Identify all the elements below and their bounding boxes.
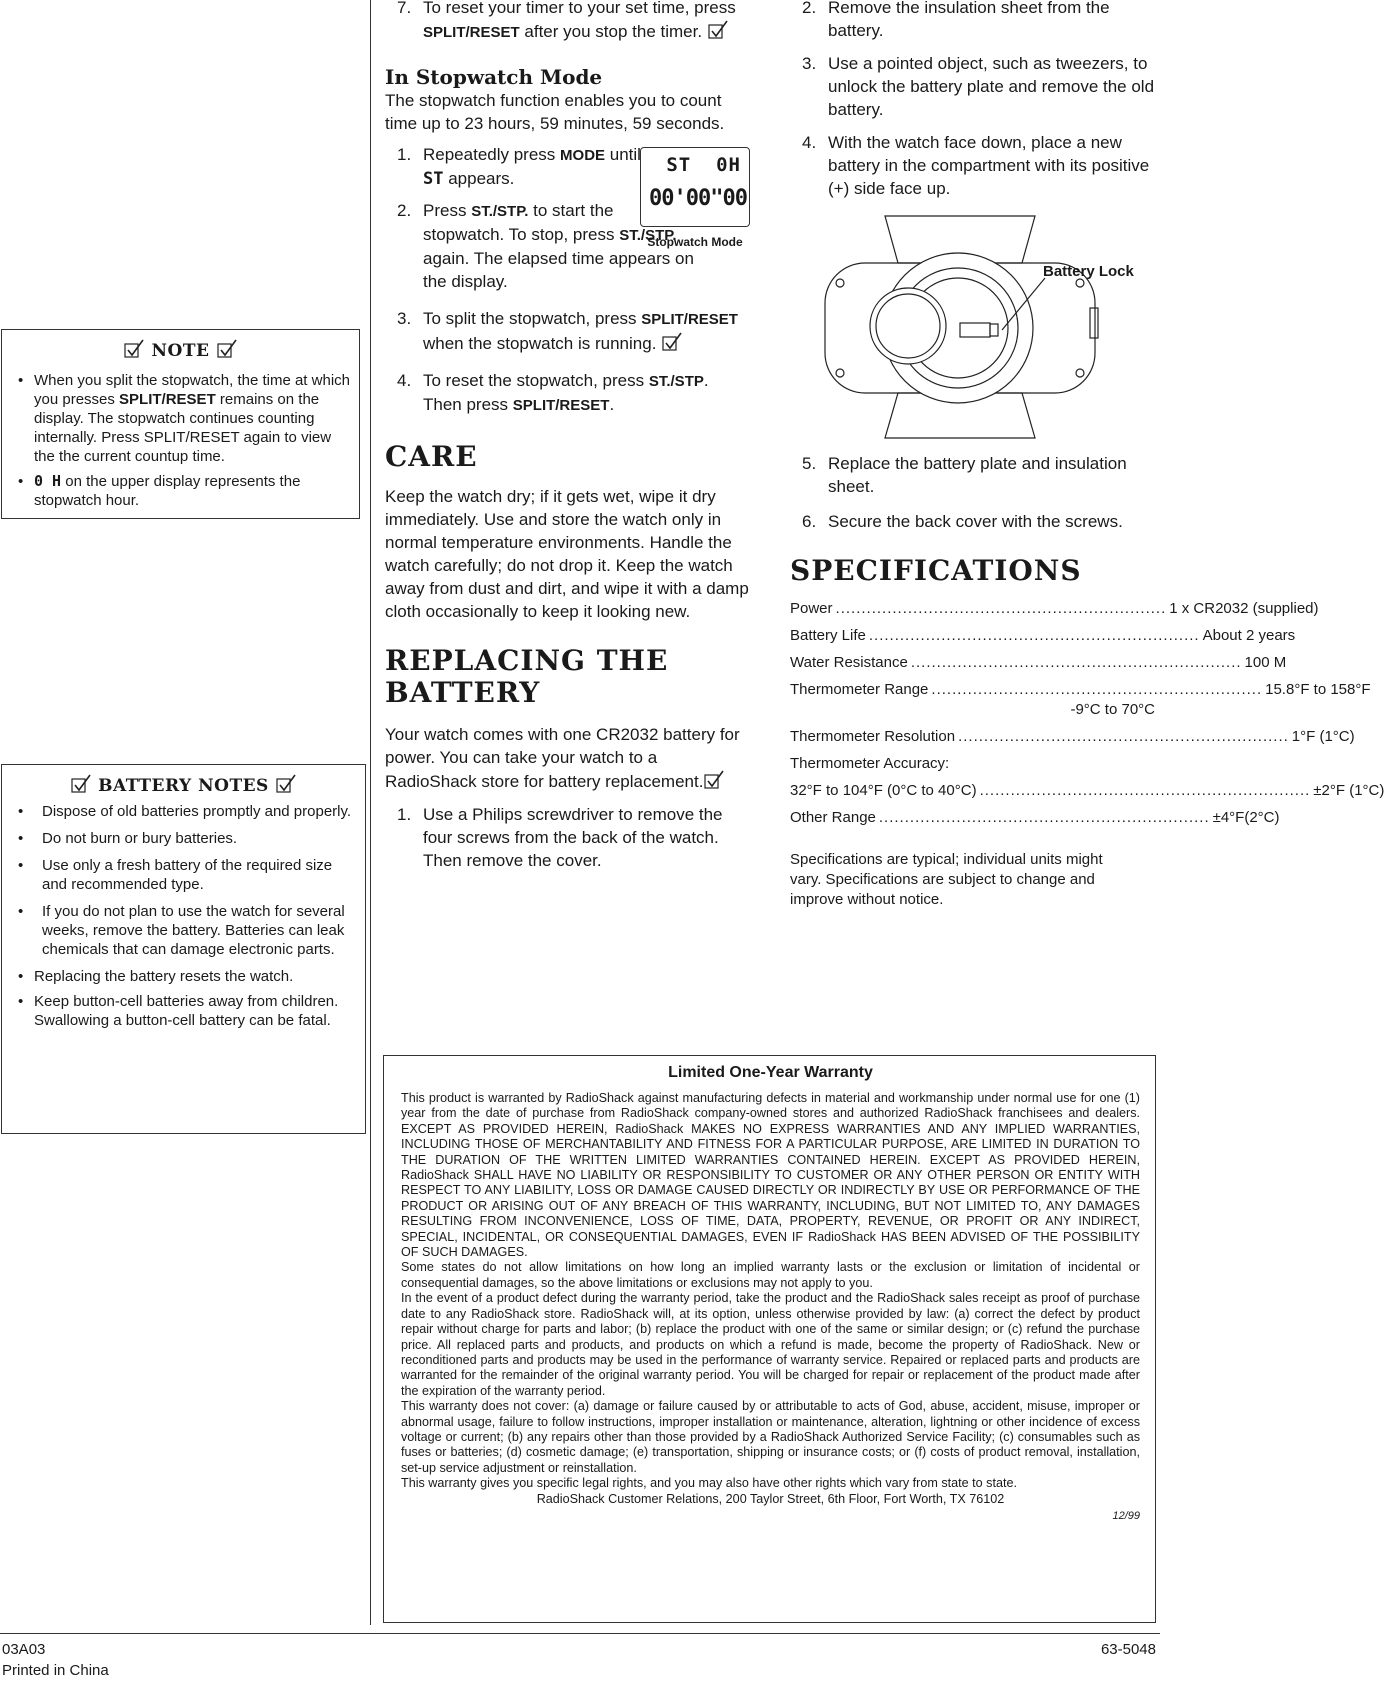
warranty-title: Limited One-Year Warranty: [668, 1064, 873, 1081]
checkbox-icon: [707, 19, 729, 41]
watch-back-illustration: [790, 208, 1155, 448]
warranty-paragraph: Some states do not allow limitations on how long an implied warranty lasts or the exclusion or limitation of incidental or consequential damages, so the above limitations or exclusions may not apply to you.: [401, 1260, 1140, 1290]
list-item: • Use only a fresh battery of the required size and recommended type.: [10, 856, 357, 894]
note-list: [10, 371, 351, 510]
spec-row: 32°F to 104°F (0°C to 40°C) ................................................................ ±2°F (1°C): [790, 782, 1384, 799]
key-label: SPLIT/RESET: [512, 397, 610, 414]
checkbox-icon: [703, 769, 725, 791]
list-item: • If you do not plan to use the watch for several weeks, remove the battery. Batteries can leak chemicals that can damage electronic parts.: [10, 902, 357, 959]
list-item: • Dispose of old batteries promptly and properly.: [10, 802, 357, 821]
replacing-steps-2: [790, 0, 1155, 200]
replacing-heading-line1: REPLACING THE: [385, 644, 669, 677]
column-divider: [370, 0, 371, 1625]
battery-notes-list: [10, 802, 357, 959]
footer-printed: Printed in China: [2, 1662, 109, 1679]
stopwatch-heading: In Stopwatch Mode: [385, 65, 603, 89]
replacing-steps-1: [385, 803, 750, 872]
key-label: ST./STP.: [471, 203, 529, 220]
list-item: 2. Remove the insulation sheet from the battery.: [802, 0, 1110, 40]
footer-divider: [0, 1633, 1160, 1634]
stopwatch-intro: The stopwatch function enables you to count time up to 23 hours, 59 minutes, 59 seconds.: [385, 91, 725, 133]
spec-footnote: Specifications are typical; individual units might vary. Specifications are subject to change and improve without notice.: [790, 851, 1103, 908]
specifications-list: [790, 599, 1384, 910]
battery-lock-label: Battery Lock: [1043, 263, 1134, 280]
warranty-date: 12/99: [1112, 1509, 1140, 1522]
list-item: • Keep button-cell batteries away from children. Swallowing a button-cell battery can be fatal.: [10, 992, 357, 1030]
key-label: ST./STP.: [619, 227, 677, 244]
spec-row: Power ................................................................ 1 x CR2032 (supplied): [790, 600, 1319, 617]
replacing-steps-3: [790, 452, 1155, 533]
replacing-heading-line2: BATTERY: [385, 676, 541, 709]
warranty-paragraph: In the event of a product defect during the warranty period, take the product and the RadioShack sales receipt as proof of purchase date to any RadioShack store. RadioShack will, at its option, unless otherwise provided by law: (a) correct the defect by product repair without charge for parts and labor; (b) replace the product with one of the same or similar design; or (c) refund the purchase price. All replaced parts and products, and products on which a refund is made, become the property of RadioShack. New or reconditioned parts and products may be used in the performance of warranty service. Repaired or replaced parts and products are warranted for the remainder of the original warranty period. You will be charged for repair or replacement of the product made after the expiration of the warranty period.: [401, 1291, 1140, 1398]
list-item: 1. Repeatedly press MODE until ST appears.: [397, 145, 641, 189]
lcd-caption: Stopwatch Mode: [647, 235, 743, 249]
battery-notes-box: [1, 764, 366, 1134]
specifications-heading: SPECIFICATIONS: [790, 554, 1082, 587]
warranty-paragraph: This warranty does not cover: (a) damage or failure caused by or attributable to acts of God, abuse, accident, misuse, improper or abnormal usage, failure to follow instructions, improper installation or maintenance, alteration, lightning or other incidence of excess voltage or current; (b) any repairs other than those provided by a RadioShack Authorized Service Facility; (c) consumables such as fuses or batteries; (d) cosmetic damage; (e) transportation, shipping or insurance costs; or (f) costs of product removal, installation, set-up service adjustment or reinstallation.: [401, 1399, 1140, 1475]
care-heading: CARE: [385, 440, 478, 473]
battery-notes-title-row: [10, 773, 357, 796]
list-item: • Replacing the battery resets the watch.: [10, 967, 357, 986]
key-label: SPLIT/RESET: [423, 24, 520, 41]
list-item: 2. Press ST./STP. to start the stopwatch. To stop, press ST./STP. again. The elapsed time appears on the display.: [397, 201, 694, 291]
checkbox-icon: [123, 338, 145, 360]
lcd-bottom-line: 00'00"00: [649, 186, 747, 211]
checkbox-icon: [661, 331, 683, 353]
battery-notes-list-2: [10, 967, 357, 1030]
list-item: 4. With the watch face down, place a new battery in the compartment with its positive (+) side face up.: [802, 133, 1150, 198]
key-label: ST./STP: [648, 373, 704, 390]
lcd-top-line: ST 0H: [666, 154, 741, 176]
key-label: SPLIT/RESET: [119, 391, 216, 408]
list-item: 5. Replace the battery plate and insulation sheet.: [802, 454, 1127, 496]
spec-accuracy-label: Thermometer Accuracy:: [790, 755, 950, 772]
key-label: MODE: [560, 147, 606, 164]
spec-row: Battery Life ................................................................ About 2 years: [790, 627, 1296, 644]
spec-row-continued: -9°C to 70°C: [1070, 701, 1155, 718]
warranty-box: [383, 1055, 1156, 1623]
warranty-text: [401, 1091, 1140, 1524]
list-item: 6. Secure the back cover with the screws.: [802, 512, 1123, 531]
timer-steps: [385, 0, 750, 44]
list-item: 3. To split the stopwatch, press SPLIT/RESET when the stopwatch is running.: [397, 309, 738, 353]
list-item: 4. To reset the stopwatch, press ST./STP. Then press SPLIT/RESET.: [397, 371, 709, 414]
list-item: 7. To reset your timer to your set time, press SPLIT/RESET after you stop the timer.: [397, 0, 736, 41]
list-item: • When you split the stopwatch, the time at which you presses SPLIT/RESET remains on the display. The stopwatch continues counting internally. Press SPLIT/RESET again to view the the current countup time.: [10, 371, 351, 466]
note-title: NOTE: [151, 341, 210, 361]
list-item: 3. Use a pointed object, such as tweezers, to unlock the battery plate and remove the old battery.: [802, 54, 1155, 119]
note-title-row: [10, 338, 351, 361]
warranty-paragraph: This product is warranted by RadioShack against manufacturing defects in material and workmanship under normal use for one (1) year from the date of purchase from RadioShack company-owned stores and authorized RadioShack franchisees and dealers. EXCEPT AS PROVIDED HEREIN, RadioShack MAKES NO EXPRESS WARRANTIES AND ANY IMPLIED WARRANTIES, INCLUDING THOSE OF MERCHANTABILITY AND FITNESS FOR A PARTICULAR PURPOSE, ARE LIMITED IN DURATION TO THE DURATION OF THE WRITTEN LIMITED WARRANTIES CONTAINED HEREIN. EXCEPT AS PROVIDED HEREIN, RadioShack SHALL HAVE NO LIABILITY OR RESPONSIBILITY TO CUSTOMER OR ANY OTHER PERSON OR ENTITY WITH RESPECT TO ANY LIABILITY, LOSS OR DAMAGE CAUSED DIRECTLY OR INDIRECTLY BY USE OR PERFORMANCE OF THE PRODUCT OR ARISING OUT OF ANY BREACH OF THIS WARRANTY, INCLUDING, BUT NOT LIMITED TO, ANY DAMAGES RESULTING FROM INCONVENIENCE, LOSS OF TIME, DATA, PROPERTY, REVENUE, OR PROFIT OR ANY INDIRECT, SPECIAL, INCIDENTAL, OR CONSEQUENTIAL DAMAGES, EVEN IF RadioShack HAS BEEN ADVISED OF THE POSSIBILITY OF SUCH DAMAGES.: [401, 1091, 1140, 1260]
middle-column: [385, 0, 750, 872]
footer-code: 03A03: [2, 1641, 46, 1658]
checkbox-icon: [70, 773, 92, 795]
warranty-paragraph: This warranty gives you specific legal rights, and you may also have other rights which vary from state to state.: [401, 1476, 1017, 1491]
checkbox-icon: [216, 338, 238, 360]
lcd-indicator: ST: [423, 169, 444, 189]
list-item: • 0 H on the upper display represents the stopwatch hour.: [10, 472, 351, 510]
care-text: Keep the watch dry; if it gets wet, wipe it dry immediately. Use and store the watch only in normal temperature environments. Handle the watch carefully; do not drop it. Keep the watch away from dust and dirt, and wipe it with a damp cloth occasionally to keep it looking new.: [385, 487, 749, 621]
spec-row: Other Range ................................................................ ±4°F(2°C): [790, 809, 1280, 826]
note-box: [1, 329, 360, 519]
list-item: • Do not burn or bury batteries.: [10, 829, 357, 848]
checkbox-icon: [275, 773, 297, 795]
key-label: SPLIT/RESET: [641, 311, 738, 328]
footer-model: 63-5048: [1100, 1641, 1156, 1658]
spec-row: Thermometer Range ................................................................ 15.8°F to 158°F: [790, 681, 1371, 698]
spec-row: Thermometer Resolution ................................................................ 1°F (1°C): [790, 728, 1355, 745]
battery-figure: [790, 208, 1155, 448]
battery-notes-title: BATTERY NOTES: [98, 776, 269, 796]
right-column: [790, 0, 1384, 910]
spec-row: Water Resistance ................................................................ 100 M: [790, 654, 1287, 671]
replacing-intro: Your watch comes with one CR2032 battery for power. You can take your watch to a RadioShack store for battery replacement.: [385, 725, 740, 791]
lcd-indicator: 0 H: [34, 472, 62, 490]
warranty-address: RadioShack Customer Relations, 200 Taylor Street, 6th Floor, Fort Worth, TX 76102: [536, 1491, 1005, 1506]
list-item: 1. Use a Philips screwdriver to remove the four screws from the back of the watch. Then remove the cover.: [397, 805, 723, 870]
